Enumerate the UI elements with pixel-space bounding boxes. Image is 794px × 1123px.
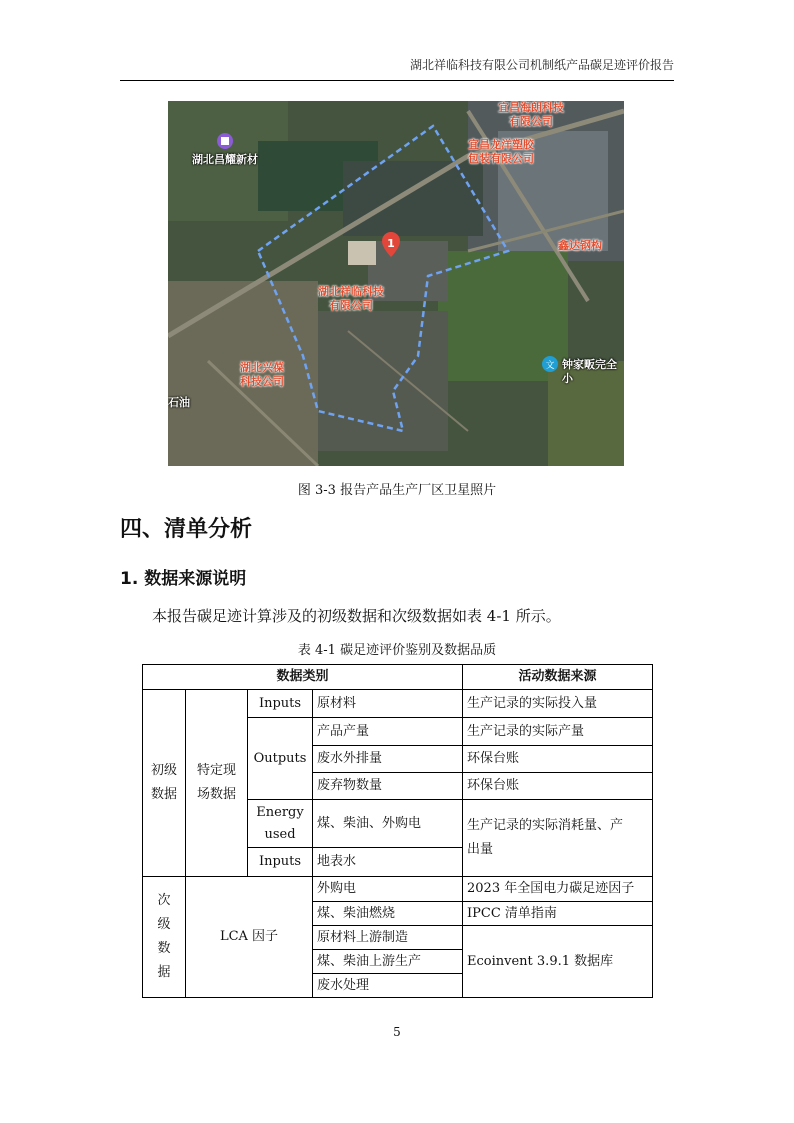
poi-school-icon: 文 [545, 361, 555, 371]
item-cell: 废水处理 [313, 974, 463, 998]
map-label-zhongjia: 钟家畈完全小 [562, 358, 617, 385]
primary-type-cell: 特定现 场数据 [186, 690, 248, 877]
item-cell: 废水外排量 [313, 746, 463, 773]
table-row [143, 690, 653, 718]
source-cell: 生产记录的实际消耗量、产 出量 [463, 800, 653, 877]
source-cell: IPCC 清单指南 [463, 902, 653, 926]
running-header: 湖北祥临科技有限公司机制纸产品碳足迹评价报告 [409, 58, 674, 72]
map-label-changyao: 湖北昌耀新材 [192, 153, 258, 166]
source-cell: Ecoinvent 3.9.1 数据库 [463, 926, 653, 998]
table-row [143, 877, 653, 902]
item-cell: 外购电 [313, 877, 463, 902]
item-cell: 产品产量 [313, 718, 463, 746]
secondary-type-cell: LCA 因子 [186, 877, 313, 998]
group-cell: Inputs [248, 690, 313, 718]
item-cell: 煤、柴油上游生产 [313, 950, 463, 974]
item-cell: 地表水 [313, 848, 463, 877]
item-cell: 原材料 [313, 690, 463, 718]
section-title: 四、清单分析 [120, 517, 253, 542]
subsection-title: 1. 数据来源说明 [120, 569, 247, 589]
satellite-map [168, 101, 624, 466]
figure-caption: 图 3-3 报告产品生产厂区卫星照片 [297, 483, 497, 498]
header-rule [120, 80, 674, 81]
item-cell: 废弃物数量 [313, 773, 463, 800]
body-paragraph: 本报告碳足迹计算涉及的初级数据和次级数据如表 4-1 所示。 [152, 607, 561, 625]
group-cell: Energy used [248, 800, 313, 848]
item-cell: 原材料上游制造 [313, 926, 463, 950]
table-caption: 表 4-1 碳足迹评价鉴别及数据品质 [297, 643, 497, 658]
map-label-xingbao: 湖北兴葆 科技公司 [240, 361, 284, 388]
map-label-shiyou: 石油 [168, 396, 190, 409]
map-label-company2: 宜昌龙洋塑胶 包装有限公司 [468, 138, 534, 165]
group-cell: Inputs [248, 848, 313, 877]
group-cell: Outputs [248, 718, 313, 800]
source-cell: 环保台账 [463, 773, 653, 800]
item-cell: 煤、柴油、外购电 [313, 800, 463, 848]
data-source-table [142, 664, 653, 998]
item-cell: 煤、柴油燃烧 [313, 902, 463, 926]
source-cell: 生产记录的实际产量 [463, 718, 653, 746]
primary-level-cell: 初级 数据 [143, 690, 186, 877]
map-marker-number: 1 [387, 237, 395, 250]
secondary-level-cell: 次 级 数 据 [143, 877, 186, 998]
page-number: 5 [393, 1025, 401, 1039]
table-header-row [143, 665, 653, 690]
source-cell: 生产记录的实际投入量 [463, 690, 653, 718]
map-label-xinda: 鑫达钢构 [558, 239, 602, 252]
map-label-target-company: 湖北祥临科技 有限公司 [318, 285, 384, 312]
source-cell: 2023 年全国电力碳足迹因子 [463, 877, 653, 902]
map-label-company1: 宜昌海朗科技 有限公司 [498, 101, 564, 128]
source-cell: 环保台账 [463, 746, 653, 773]
header-source: 活动数据来源 [463, 665, 653, 690]
header-category: 数据类别 [143, 665, 463, 690]
